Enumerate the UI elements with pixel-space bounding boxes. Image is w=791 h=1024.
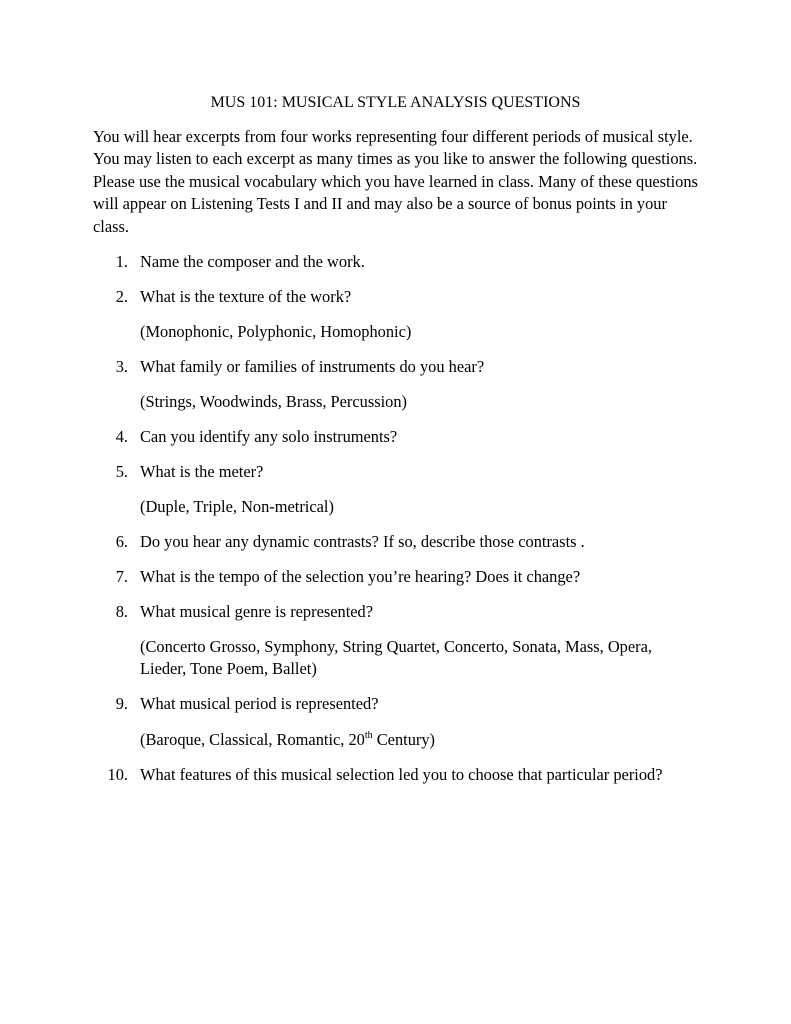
- intro-paragraph: You will hear excerpts from four works representing four different periods of musical style. You may listen to each excerpt as many times as you like to answer the following questions. Please use the musical vocabulary which you have learned in class. Many of these questions will appear on Listening Tests I and II and may also be a source of bonus points in your class.: [93, 127, 698, 236]
- question-number: 1.: [115, 252, 128, 271]
- question-number: 10.: [107, 765, 128, 784]
- question-text: Name the composer and the work.: [140, 252, 365, 271]
- question-text: What musical period is represented?: [140, 694, 379, 713]
- question-number: 3.: [115, 357, 128, 376]
- question-text: What is the meter?: [140, 462, 264, 481]
- question-text: What is the tempo of the selection you’re hearing? Does it change?: [140, 567, 581, 586]
- options-text: Century): [372, 730, 436, 749]
- question-number: 6.: [115, 532, 128, 551]
- question-text: What family or families of instruments do you hear?: [140, 357, 485, 376]
- question-text: What features of this musical selection led you to choose that particular period?: [140, 765, 663, 784]
- question-number: 2.: [115, 287, 128, 306]
- question-number: 4.: [115, 427, 128, 446]
- question-text: Do you hear any dynamic contrasts? If so, describe those contrasts .: [140, 532, 585, 551]
- question-options: (Concerto Grosso, Symphony, String Quartet, Concerto, Sonata, Mass, Opera, Lieder, Tone Poem, Ballet): [140, 637, 652, 679]
- question-number: 9.: [115, 694, 128, 713]
- question-options: (Strings, Woodwinds, Brass, Percussion): [140, 392, 408, 411]
- question-text: What is the texture of the work?: [140, 287, 352, 306]
- page-title: MUS 101: MUSICAL STYLE ANALYSIS QUESTIONS: [210, 94, 581, 111]
- question-number: 5.: [115, 462, 128, 481]
- question-number: 8.: [115, 602, 128, 621]
- question-number: 7.: [115, 567, 128, 586]
- question-text: Can you identify any solo instruments?: [140, 427, 398, 446]
- question-text: What musical genre is represented?: [140, 602, 374, 621]
- question-options: (Duple, Triple, Non-metrical): [140, 497, 334, 516]
- options-text: (Baroque, Classical, Romantic, 20: [140, 730, 365, 749]
- question-options: [140, 729, 685, 751]
- ordinal-suffix: th: [364, 729, 373, 741]
- question-options: (Monophonic, Polyphonic, Homophonic): [140, 322, 412, 341]
